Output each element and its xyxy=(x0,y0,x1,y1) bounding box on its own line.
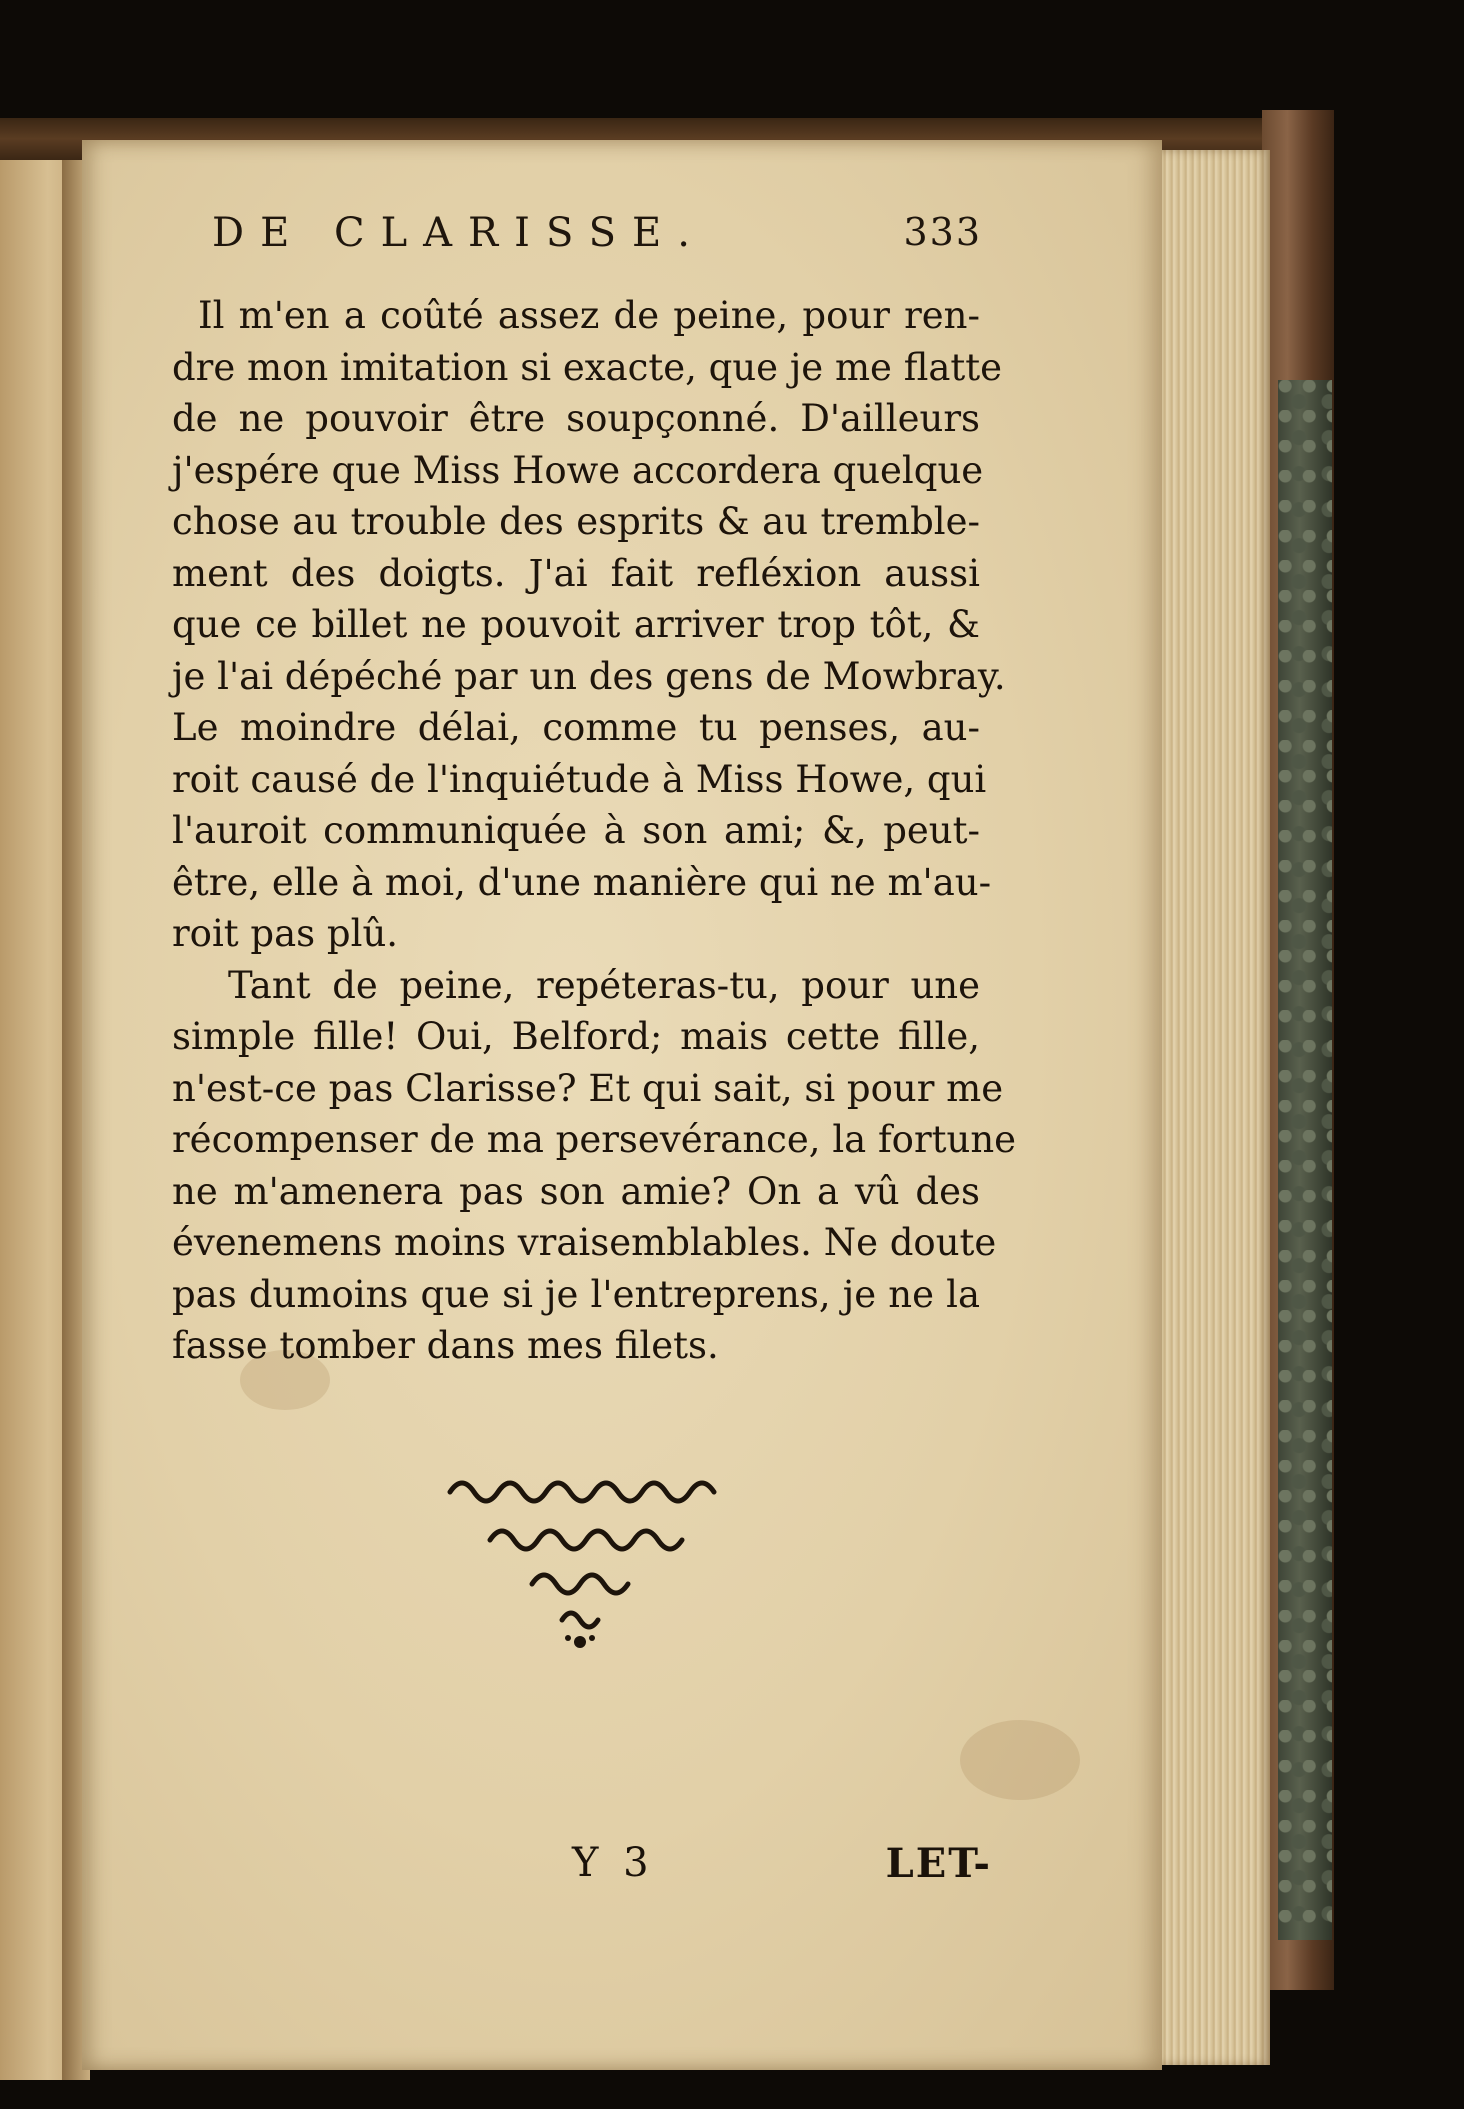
text-line: être, elle à moi, d'une manière qui ne m'au- xyxy=(172,860,992,904)
paper-stain xyxy=(960,1720,1080,1800)
text-line: Le moindre délai, comme tu penses, au- xyxy=(172,706,980,749)
text-line: je l'ai dépéché par un des gens de Mowbray. xyxy=(172,654,1006,698)
page-footer xyxy=(212,1840,992,1900)
text-line: simple fille! Oui, Belford; mais cette fille, xyxy=(172,1015,980,1058)
text-line: roit causé de l'inquiétude à Miss Howe, qui xyxy=(172,757,987,801)
text-line: que ce billet ne pouvoit arriver trop tôt, & xyxy=(172,603,980,646)
text-line: chose au trouble des esprits & au tremble- xyxy=(172,500,980,543)
catchword: LET- xyxy=(885,1840,992,1887)
page-number: 333 xyxy=(903,210,982,254)
text-line: récompenser de ma persevérance, la fortune xyxy=(172,1118,1017,1161)
text-line: Tant de peine, repéteras-tu, pour une xyxy=(228,963,980,1007)
text-line: dre mon imitation si exacte, que je me flatte xyxy=(172,345,1003,389)
text-line: roit pas plû. xyxy=(172,912,399,955)
printers-ornament xyxy=(440,1470,720,1650)
text-line: n'est-ce pas Clarisse? Et qui sait, si pour me xyxy=(172,1066,1004,1110)
text-line: ne m'amenera pas son amie? On a vû des xyxy=(172,1169,980,1213)
running-head xyxy=(212,210,982,270)
text-line: l'auroit communiquée à son ami; &, peut- xyxy=(172,809,980,852)
text-line: pas dumoins que si je l'entreprens, je ne la xyxy=(172,1272,980,1316)
body-text xyxy=(172,290,1017,1372)
text-line: j'espére que Miss Howe accordera quelque xyxy=(172,448,984,492)
signature-mark: Y 3 xyxy=(572,1840,655,1886)
text-line: évenemens moins vraisemblables. Ne doute xyxy=(172,1221,997,1264)
marbled-cover xyxy=(1278,380,1332,1940)
page-block-edges xyxy=(1160,150,1270,2065)
text-line: fasse tomber dans mes filets. xyxy=(172,1324,719,1367)
text-line: Il m'en a coûté assez de peine, pour ren- xyxy=(198,294,980,337)
text-line: ment des doigts. J'ai fait refléxion aussi xyxy=(172,551,980,595)
text-line: de ne pouvoir être soupçonné. D'ailleurs xyxy=(172,397,980,440)
running-head-title: DE CLARISSE. xyxy=(212,210,706,256)
